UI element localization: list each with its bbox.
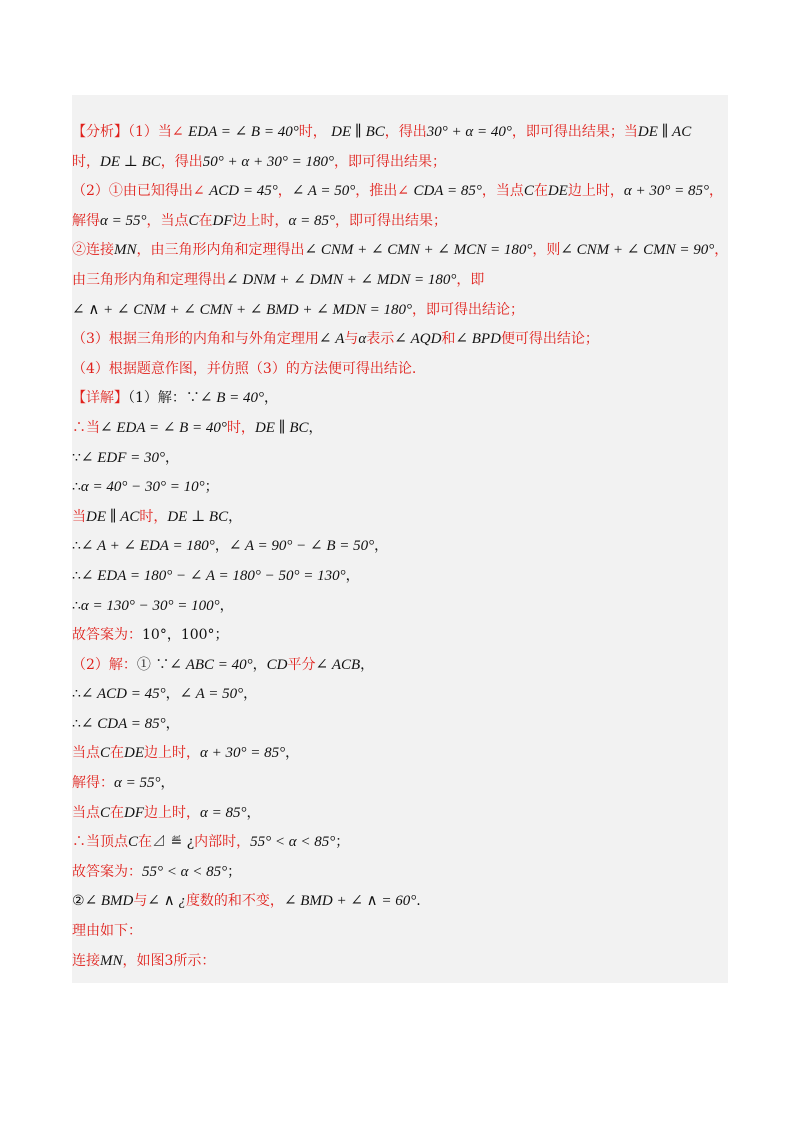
math-expression: α = 130° − 30° = 100°	[80, 597, 220, 614]
text-segment: ∴	[72, 597, 81, 614]
math-expression: ∠ ABC = 40°	[169, 656, 253, 673]
text-segment: ，得出	[384, 124, 427, 140]
math-expression: DE ∥ BC	[254, 419, 309, 436]
text-line	[72, 414, 728, 444]
text-line	[72, 769, 728, 799]
text-segment: ∴	[72, 715, 81, 732]
text-segment: ∴	[72, 538, 81, 555]
math-expression: ∠ ∧ + ∠ CNM + ∠ CMN + ∠ BMD + ∠ MDN = 180°	[72, 301, 413, 318]
math-expression: ∠ B = 40°	[199, 390, 265, 407]
text-segment: ∴当顶点	[72, 834, 128, 851]
text-line	[72, 207, 728, 237]
text-segment: ，	[228, 508, 243, 525]
text-line	[72, 296, 728, 326]
text-segment: ，	[708, 183, 723, 200]
text-segment: ，当点	[146, 212, 189, 229]
text-segment: ∴当	[72, 419, 100, 436]
text-segment: ⊿ ≝ ¿	[152, 834, 195, 851]
text-line	[72, 148, 728, 178]
text-segment: ，	[214, 538, 229, 555]
text-segment: 内部时，	[194, 834, 251, 851]
math-expression: DE	[124, 745, 145, 762]
text-segment: 当点	[72, 804, 100, 821]
text-line	[72, 118, 728, 148]
text-line	[72, 739, 728, 769]
math-expression: α = 55°	[114, 775, 161, 792]
text-segment: ，	[165, 449, 180, 466]
text-segment: .	[416, 893, 421, 910]
math-expression: MN	[114, 242, 137, 259]
text-segment: ，	[360, 656, 375, 673]
math-expression: ∠ AQD	[394, 331, 442, 348]
math-expression: ACD = 45°	[209, 183, 278, 200]
math-expression: α = 85°	[288, 212, 336, 229]
text-segment: ，	[345, 567, 360, 584]
math-expression: CDA = 85°	[413, 183, 482, 200]
text-segment: （2）解：	[72, 656, 137, 673]
text-segment: ，	[308, 419, 323, 436]
text-line	[72, 947, 728, 977]
text-segment: 度数的和不变，	[185, 893, 284, 910]
math-expression: EDA = ∠ B = 40°	[188, 124, 299, 140]
text-line	[72, 325, 728, 355]
text-segment: ，	[264, 390, 279, 407]
text-line	[72, 592, 728, 622]
text-segment: 在	[533, 183, 548, 200]
math-expression: ∠ A = 90° − ∠ B = 50°	[228, 538, 375, 555]
text-segment: ，即	[456, 271, 485, 288]
math-expression: α + 30° = 85°	[623, 183, 709, 200]
text-segment: （1）解：∵	[128, 390, 200, 407]
text-segment: 便可得出结论；	[500, 331, 599, 348]
math-expression: ∠ BMD + ∠ ∧ = 60°	[283, 893, 417, 910]
text-segment: 10°，100°；	[142, 627, 229, 644]
math-expression: ∠ ∧ ¿	[147, 893, 186, 910]
math-expression: ∠ ACB	[315, 656, 361, 673]
text-segment: 故答案为：	[72, 863, 142, 880]
text-segment: （4）根据题意作图，并仿照（3）的方法便可得出结论.	[72, 360, 417, 377]
text-segment: 和	[441, 331, 456, 348]
math-expression: ∠ DNM + ∠ DMN + ∠ MDN = 180°	[226, 271, 457, 288]
text-segment: 边上时，	[144, 745, 201, 762]
text-segment: ，即可得出结果；	[335, 212, 448, 229]
text-segment: ，当点	[481, 183, 524, 200]
math-expression: ∠ A = 50°	[179, 686, 244, 703]
text-segment: 解得	[72, 212, 100, 229]
math-expression: MN	[100, 952, 123, 969]
text-segment: ②	[72, 893, 85, 910]
text-line	[72, 917, 728, 947]
text-segment: ；	[335, 834, 350, 851]
math-expression: 55° < α < 85°	[250, 834, 336, 851]
text-segment: 连接	[72, 952, 100, 969]
text-segment: 时，	[139, 508, 168, 525]
math-expression: α = 55°	[100, 212, 147, 229]
text-line	[72, 444, 728, 474]
text-line	[72, 887, 728, 917]
text-segment: ，如图3所示：	[122, 952, 216, 969]
text-segment: ，	[243, 686, 258, 703]
text-segment: ∴	[72, 686, 81, 703]
text-line	[72, 858, 728, 888]
text-segment: 当	[72, 508, 86, 525]
math-expression: α	[358, 331, 367, 348]
text-segment: ∴	[72, 567, 81, 584]
text-segment: 时，	[72, 153, 100, 170]
text-segment: 与	[133, 893, 148, 910]
text-line	[72, 562, 728, 592]
math-expression: ∠ EDA = 180° − ∠ A = 180° − 50° = 130°	[80, 567, 346, 584]
text-segment: ；	[227, 863, 242, 880]
text-segment: ，	[285, 745, 300, 762]
text-line	[72, 799, 728, 829]
text-segment: 在	[198, 212, 213, 229]
text-segment: ，	[160, 775, 175, 792]
text-segment: （2）①由已知得出∠	[72, 183, 210, 200]
math-expression: ∠ A	[318, 331, 345, 348]
text-segment: 【详解】	[72, 390, 128, 407]
text-segment: 时，	[298, 124, 332, 140]
text-segment: 故答案为：	[72, 627, 142, 644]
math-expression: ∠ CNM + ∠ CMN = 90°	[560, 242, 715, 259]
text-line	[72, 710, 728, 740]
text-segment: ②连接	[72, 242, 114, 259]
text-segment: 当点	[72, 745, 100, 762]
text-line	[72, 266, 728, 296]
math-expression: ∠ EDF = 30°	[80, 449, 166, 466]
text-segment: ① ∵	[136, 656, 170, 673]
text-segment: ∵	[72, 449, 81, 466]
text-line	[72, 532, 728, 562]
text-segment: 理由如下：	[72, 923, 142, 940]
text-segment: 时，	[226, 419, 255, 436]
text-segment: ；	[204, 479, 219, 496]
math-expression: DF	[212, 212, 233, 229]
text-segment: 边上时，	[567, 183, 624, 200]
text-segment: ，	[165, 715, 180, 732]
math-expression: α = 40° − 30° = 10°	[80, 479, 205, 496]
math-expression: 30° + α = 40°	[426, 124, 512, 140]
math-expression: ∠ ACD = 45°	[80, 686, 166, 703]
text-segment: ，	[277, 183, 292, 200]
text-segment: ，即可得出结论；	[412, 301, 525, 318]
math-expression: C	[128, 834, 139, 851]
text-segment: 边上时，	[144, 804, 201, 821]
text-segment: ∴	[72, 479, 81, 496]
math-expression: DE ∥ AC	[86, 508, 140, 525]
text-segment: 在	[138, 834, 153, 851]
text-segment: 在	[110, 745, 125, 762]
text-line	[72, 828, 728, 858]
math-expression: α + 30° = 85°	[200, 745, 286, 762]
math-expression: C	[188, 212, 199, 229]
text-segment: 表示	[366, 331, 395, 348]
math-expression: DF	[124, 804, 145, 821]
text-segment: 与	[344, 331, 359, 348]
text-line	[72, 680, 728, 710]
math-expression: ∠ BMD	[84, 893, 134, 910]
math-expression: DE ⊥ BC	[100, 153, 161, 170]
math-expression: DE ∥ BC	[331, 124, 385, 140]
text-segment: 在	[110, 804, 125, 821]
text-segment: ，则	[532, 242, 561, 259]
text-segment: ，	[714, 242, 728, 259]
text-segment: ，	[219, 597, 234, 614]
text-line	[72, 651, 728, 681]
text-segment: ，得出	[160, 153, 203, 170]
math-expression: ∠ CDA = 85°	[80, 715, 166, 732]
text-line	[72, 621, 728, 651]
text-line	[72, 473, 728, 503]
text-line	[72, 384, 728, 414]
math-expression: C	[100, 804, 111, 821]
math-expression: 55° < α < 85°	[142, 863, 228, 880]
text-segment: ，	[246, 804, 261, 821]
text-segment: ，	[374, 538, 389, 555]
math-expression: DE ⊥ BC	[167, 508, 229, 525]
math-expression: DE ∥ AC	[637, 124, 692, 140]
text-segment: 【分析】（1）当∠	[72, 124, 189, 140]
text-segment: 由三角形内角和定理得出	[72, 271, 226, 288]
text-line	[72, 177, 728, 207]
math-expression: C	[523, 183, 534, 200]
text-segment: ，推出∠	[355, 183, 414, 200]
math-expression: C	[100, 745, 111, 762]
math-expression: ∠ BPD	[455, 331, 501, 348]
text-line	[72, 503, 728, 533]
text-segment: ，	[252, 656, 267, 673]
math-expression: ∠ A = 50°	[291, 183, 356, 200]
solution-text	[72, 118, 728, 976]
math-expression: DE	[547, 183, 568, 200]
text-segment: （3）根据三角形的内角和与外角定理用	[72, 331, 319, 348]
text-segment: ，即可得出结果；	[334, 153, 447, 170]
math-expression: ∠ CNM + ∠ CMN + ∠ MCN = 180°	[304, 242, 533, 259]
math-expression: α = 85°	[200, 804, 247, 821]
text-segment: ，即可得出结果；当	[511, 124, 638, 140]
text-line	[72, 236, 728, 266]
text-segment: 解得：	[72, 775, 114, 792]
math-expression: 50° + α + 30° = 180°	[202, 153, 335, 170]
text-segment: 边上时，	[232, 212, 289, 229]
math-expression: CD	[266, 656, 288, 673]
text-segment: 平分	[287, 656, 316, 673]
text-line	[72, 355, 728, 385]
math-expression: ∠ A + ∠ EDA = 180°	[80, 538, 215, 555]
math-expression: ∠ EDA = ∠ B = 40°	[100, 419, 227, 436]
text-segment: ，由三角形内角和定理得出	[136, 242, 305, 259]
text-segment: ，	[165, 686, 180, 703]
